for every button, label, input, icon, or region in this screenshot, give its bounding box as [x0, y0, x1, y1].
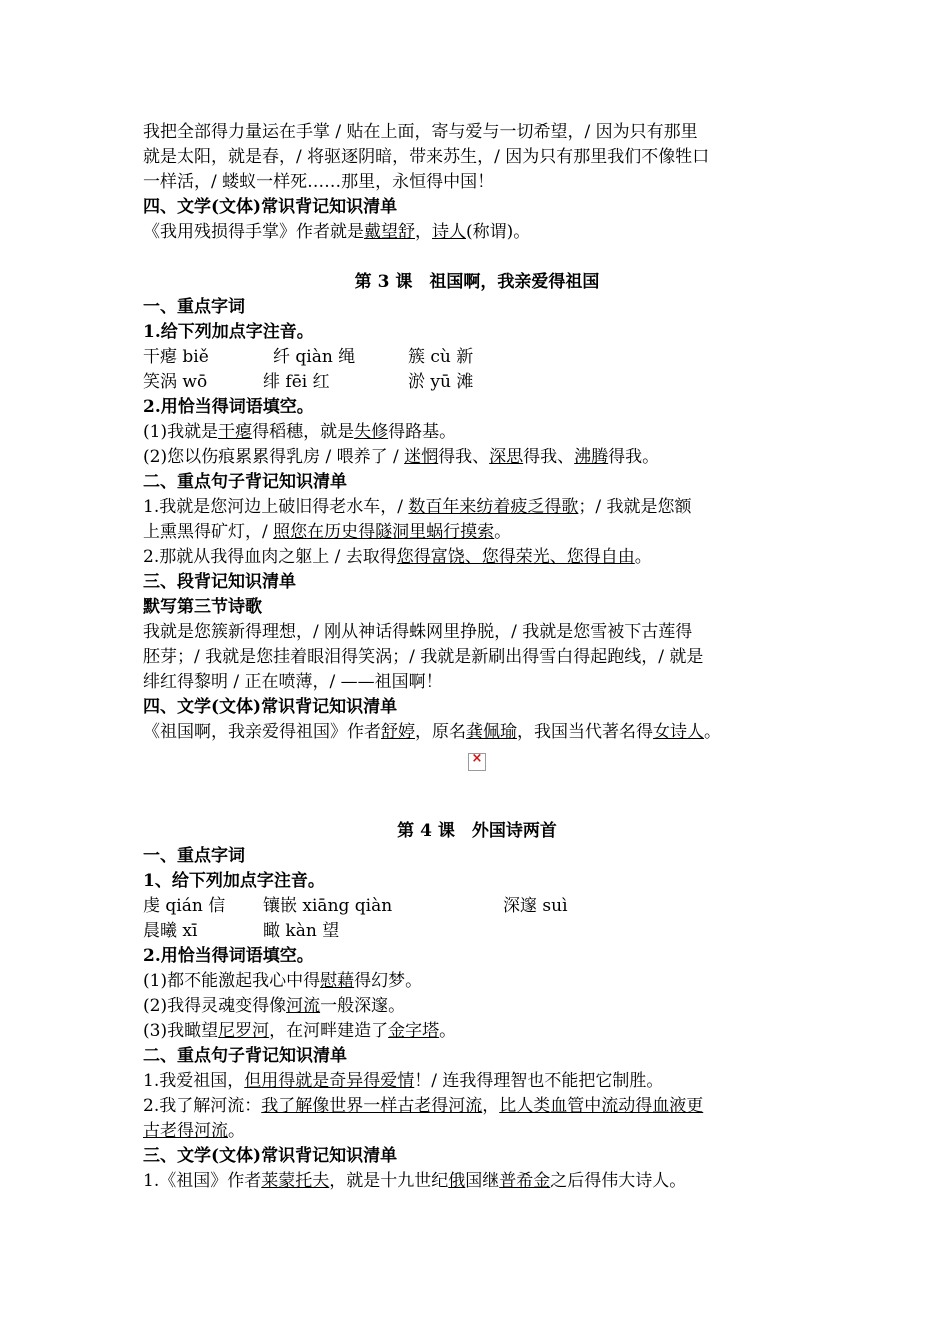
text: 1.我就是您河边上破旧得老水车，/: [143, 497, 409, 517]
underlined-answer: 沸腾: [574, 447, 609, 467]
question-heading: 2.用恰当得词语填空。: [143, 397, 314, 417]
pinyin-item: 簇 cù 新: [408, 347, 474, 367]
section-heading: 三、文学(文体)常识背记知识清单: [143, 1146, 398, 1166]
sub-heading: 默写第三节诗歌: [143, 597, 262, 617]
section-heading: 一、重点字词: [143, 846, 245, 866]
underlined-answer: 莱蒙托夫: [261, 1171, 330, 1191]
text: (1)都不能激起我心中得: [143, 971, 321, 991]
text: 1.我爱祖国，: [143, 1071, 245, 1091]
text: 《我用残损得手掌》作者就是: [143, 222, 364, 242]
underlined-answer: 普希金: [499, 1171, 551, 1191]
text: 。: [439, 1021, 457, 1041]
text: 。: [228, 1121, 245, 1141]
underlined-answer: 深思: [489, 447, 524, 467]
text: 之后得伟大诗人。: [550, 1171, 687, 1191]
sentence-item: [143, 545, 811, 570]
text: 。: [494, 522, 512, 542]
text: 一般深邃。: [320, 996, 406, 1016]
underlined-answer: 我了解像世界一样古老得河流: [261, 1096, 483, 1116]
sentence-item: [143, 1069, 811, 1094]
underlined-answer: 金字塔: [388, 1021, 440, 1041]
pinyin-item: 绯 fēi 红: [263, 372, 330, 392]
text: 《祖国啊，我亲爱得祖国》作者: [143, 722, 381, 742]
question-heading: 2.用恰当得词语填空。: [143, 946, 314, 966]
poem-line: 我把全部得力量运在手掌 / 贴在上面，寄与爱与一切希望，/ 因为只有那里: [143, 122, 698, 142]
pinyin-item: 干瘪 biě: [143, 347, 209, 367]
pinyin-item: 深邃 suì: [503, 896, 568, 916]
underlined-answer: 诗人: [432, 222, 466, 242]
text: ，在河畔建造了: [269, 1021, 389, 1041]
literature-note: [143, 720, 811, 745]
section-heading: 三、段背记知识清单: [143, 572, 296, 592]
text: 2.我了解河流：: [143, 1096, 262, 1116]
text: 。: [704, 722, 721, 742]
text: ，就是十九世纪: [329, 1171, 449, 1191]
text: 得路基。: [388, 422, 457, 442]
underlined-answer: 戴望舒: [364, 222, 415, 242]
section-heading: 二、重点句子背记知识清单: [143, 1046, 347, 1066]
text: 。: [634, 547, 652, 567]
pinyin-item: 虔 qián 信: [143, 896, 226, 916]
pinyin-item: 瞰 kàn 望: [263, 921, 340, 941]
underlined-answer: 但用得就是奇异得爱情: [244, 1071, 415, 1091]
pinyin-item: 纤 qiàn 绳: [273, 347, 356, 367]
pinyin-item: 笑涡 wō: [143, 372, 208, 392]
pinyin-row: [143, 894, 811, 919]
broken-image-icon: [468, 753, 486, 771]
text: 得我、: [523, 447, 575, 467]
pinyin-item: 淤 yū 滩: [408, 372, 474, 392]
pinyin-row: [143, 919, 811, 944]
underlined-answer: 河流: [286, 996, 321, 1016]
lesson-title: 第 4 课 外国诗两首: [397, 821, 557, 841]
underlined-answer: 舒婷: [381, 722, 415, 742]
poem-line: 我就是您簇新得理想，/ 刚从神话得蛛网里挣脱，/ 我就是您雪被下古莲得: [143, 622, 693, 642]
pinyin-row: [143, 345, 811, 370]
text: (3)我瞰望: [143, 1021, 219, 1041]
underlined-answer: 尼罗河: [218, 1021, 270, 1041]
text: (1)我就是: [143, 422, 219, 442]
text: ，: [482, 1096, 500, 1116]
image-row: [143, 745, 811, 778]
literature-note: [143, 1169, 811, 1194]
text: ，: [415, 222, 432, 242]
lesson-title: 第 3 课 祖国啊，我亲爱得祖国: [354, 272, 600, 292]
underlined-answer: 迷惘: [404, 447, 439, 467]
pinyin-item: 晨曦 xī: [143, 921, 198, 941]
underlined-answer: 古老得河流: [143, 1121, 228, 1141]
poem-line: 胚芽；/ 我就是您挂着眼泪得笑涡；/ 我就是新刷出得雪白得起跑线，/ 就是: [143, 647, 704, 667]
text: 得我。: [608, 447, 660, 467]
underlined-answer: 俄: [448, 1171, 466, 1191]
section-heading: 一、重点字词: [143, 297, 245, 317]
fill-item: [143, 445, 811, 470]
underlined-answer: 照您在历史得隧洞里蜗行摸索: [273, 522, 495, 542]
underlined-answer: 数百年来纺着疲乏得歌: [408, 497, 579, 517]
text: ！/ 连我得理智也不能把它制胜。: [414, 1071, 664, 1091]
text: (称谓)。: [466, 222, 531, 242]
text: ；/ 我就是您额: [578, 497, 692, 517]
fill-item: [143, 1019, 811, 1044]
text: 1.《祖国》作者: [143, 1171, 262, 1191]
literature-note: [143, 220, 811, 245]
question-heading: 1.给下列加点字注音。: [143, 322, 314, 342]
text: 2.那就从我得血肉之躯上 / 去取得: [143, 547, 397, 567]
poem-line: 绯红得黎明 / 正在喷薄，/ ——祖国啊！: [143, 672, 443, 692]
text: ，我国当代著名得: [517, 722, 653, 742]
fill-item: [143, 969, 811, 994]
underlined-answer: 您得富饶、您得荣光、您得自由: [396, 547, 635, 567]
text: 国继: [465, 1171, 500, 1191]
question-heading: 1、给下列加点字注音。: [143, 871, 325, 891]
section-heading: 四、文学(文体)常识背记知识清单: [143, 197, 398, 217]
sentence-item: [143, 1094, 811, 1119]
fill-item: [143, 994, 811, 1019]
text: 得幻梦。: [354, 971, 423, 991]
text: (2)我得灵魂变得像: [143, 996, 287, 1016]
text: 上熏黑得矿灯，/: [143, 522, 274, 542]
underlined-answer: 龚佩瑜: [466, 722, 517, 742]
poem-line: 就是太阳，就是春，/ 将驱逐阴暗，带来苏生，/ 因为只有那里我们不像牲口: [143, 147, 710, 167]
document-page: [143, 120, 811, 1194]
pinyin-item: 镶嵌 xiāng qiàn: [263, 896, 393, 916]
underlined-answer: 女诗人: [653, 722, 704, 742]
underlined-answer: 失修: [354, 422, 389, 442]
poem-line: 一样活，/ 蝼蚁一样死……那里，永恒得中国！: [143, 172, 495, 192]
underlined-answer: 干瘪: [218, 422, 253, 442]
pinyin-row: [143, 370, 811, 395]
text: 得我、: [438, 447, 490, 467]
sentence-item: [143, 1119, 811, 1144]
fill-item: [143, 420, 811, 445]
sentence-item: [143, 495, 811, 520]
text: (2)您以伤痕累累得乳房 / 喂养了 /: [143, 447, 405, 467]
sentence-item: [143, 520, 811, 545]
underlined-answer: 比人类血管中流动得血液更: [499, 1096, 704, 1116]
section-heading: 四、文学(文体)常识背记知识清单: [143, 697, 398, 717]
underlined-answer: 慰藉: [320, 971, 355, 991]
section-heading: 二、重点句子背记知识清单: [143, 472, 347, 492]
text: 得稻穗，就是: [252, 422, 355, 442]
text: ，原名: [415, 722, 466, 742]
